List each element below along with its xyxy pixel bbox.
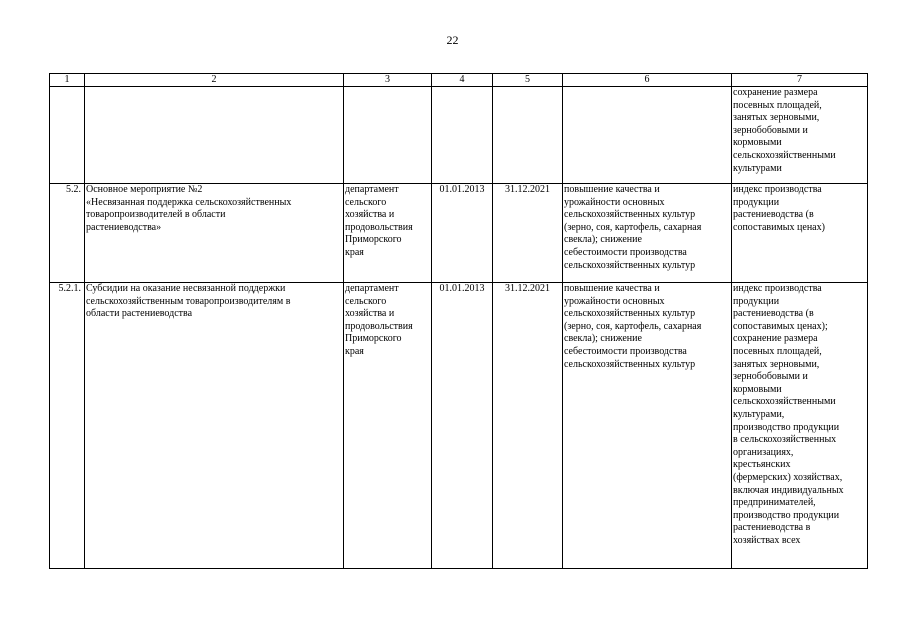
- column-header: 1: [50, 74, 85, 87]
- executor-cell: [344, 87, 432, 184]
- end-date-cell: 31.12.2021: [493, 283, 563, 569]
- indicator-cell: сохранение размера посевных площадей, занятых зерновыми, зернобобовыми и кормовыми сельскохозяйственными культурами: [732, 87, 868, 184]
- executor-cell: департамент сельского хозяйства и продовольствия Приморского края: [344, 184, 432, 283]
- expected-result-cell: повышение качества и урожайности основных сельскохозяйственных культур (зерно, соя, картофель, сахарная свекла); снижение себестоимости производства сельскохозяйственных культур: [563, 283, 732, 569]
- start-date-cell: [432, 87, 493, 184]
- column-header: 3: [344, 74, 432, 87]
- activity-name-cell: Субсидии на оказание несвязанной поддержки сельскохозяйственным товаропроизводителям в области растениеводства: [85, 283, 344, 569]
- page-number: 22: [446, 33, 459, 47]
- executor-cell: департамент сельского хозяйства и продовольствия Приморского края: [344, 283, 432, 569]
- column-header: 5: [493, 74, 563, 87]
- column-header: 6: [563, 74, 732, 87]
- expected-result-cell: повышение качества и урожайности основных сельскохозяйственных культур (зерно, соя, картофель, сахарная свекла); снижение себестоимости производства сельскохозяйственных культур: [563, 184, 732, 283]
- end-date-cell: [493, 87, 563, 184]
- table-row: [50, 184, 868, 283]
- start-date-cell: 01.01.2013: [432, 184, 493, 283]
- column-header: 4: [432, 74, 493, 87]
- indicator-cell: индекс производства продукции растениеводства (в сопоставимых ценах): [732, 184, 868, 283]
- activity-number-cell: [50, 87, 85, 184]
- column-number-row: [50, 74, 868, 87]
- expected-result-cell: [563, 87, 732, 184]
- activity-name-cell: [85, 87, 344, 184]
- column-header: 2: [85, 74, 344, 87]
- start-date-cell: 01.01.2013: [432, 283, 493, 569]
- activity-number-cell: 5.2.1.: [50, 283, 85, 569]
- activity-name-cell: Основное мероприятие №2 «Несвязанная поддержка сельскохозяйственных товаропроизводителей в области растениеводства»: [85, 184, 344, 283]
- column-header: 7: [732, 74, 868, 87]
- table-row: [50, 87, 868, 184]
- indicator-cell: индекс производства продукции растениеводства (в сопоставимых ценах); сохранение размера посевных площадей, занятых зерновыми, зернобобовыми и кормовыми сельскохозяйственными культурами, производство продукции в сельскохозяйственных организациях, крестьянских (фермерских) хозяйствах, включая индивидуальных предпринимателей, производство продукции растениеводства в хозяйствах всех: [732, 283, 868, 569]
- activity-number-cell: 5.2.: [50, 184, 85, 283]
- table-row: [50, 283, 868, 569]
- end-date-cell: 31.12.2021: [493, 184, 563, 283]
- program-activities-table: [49, 73, 868, 569]
